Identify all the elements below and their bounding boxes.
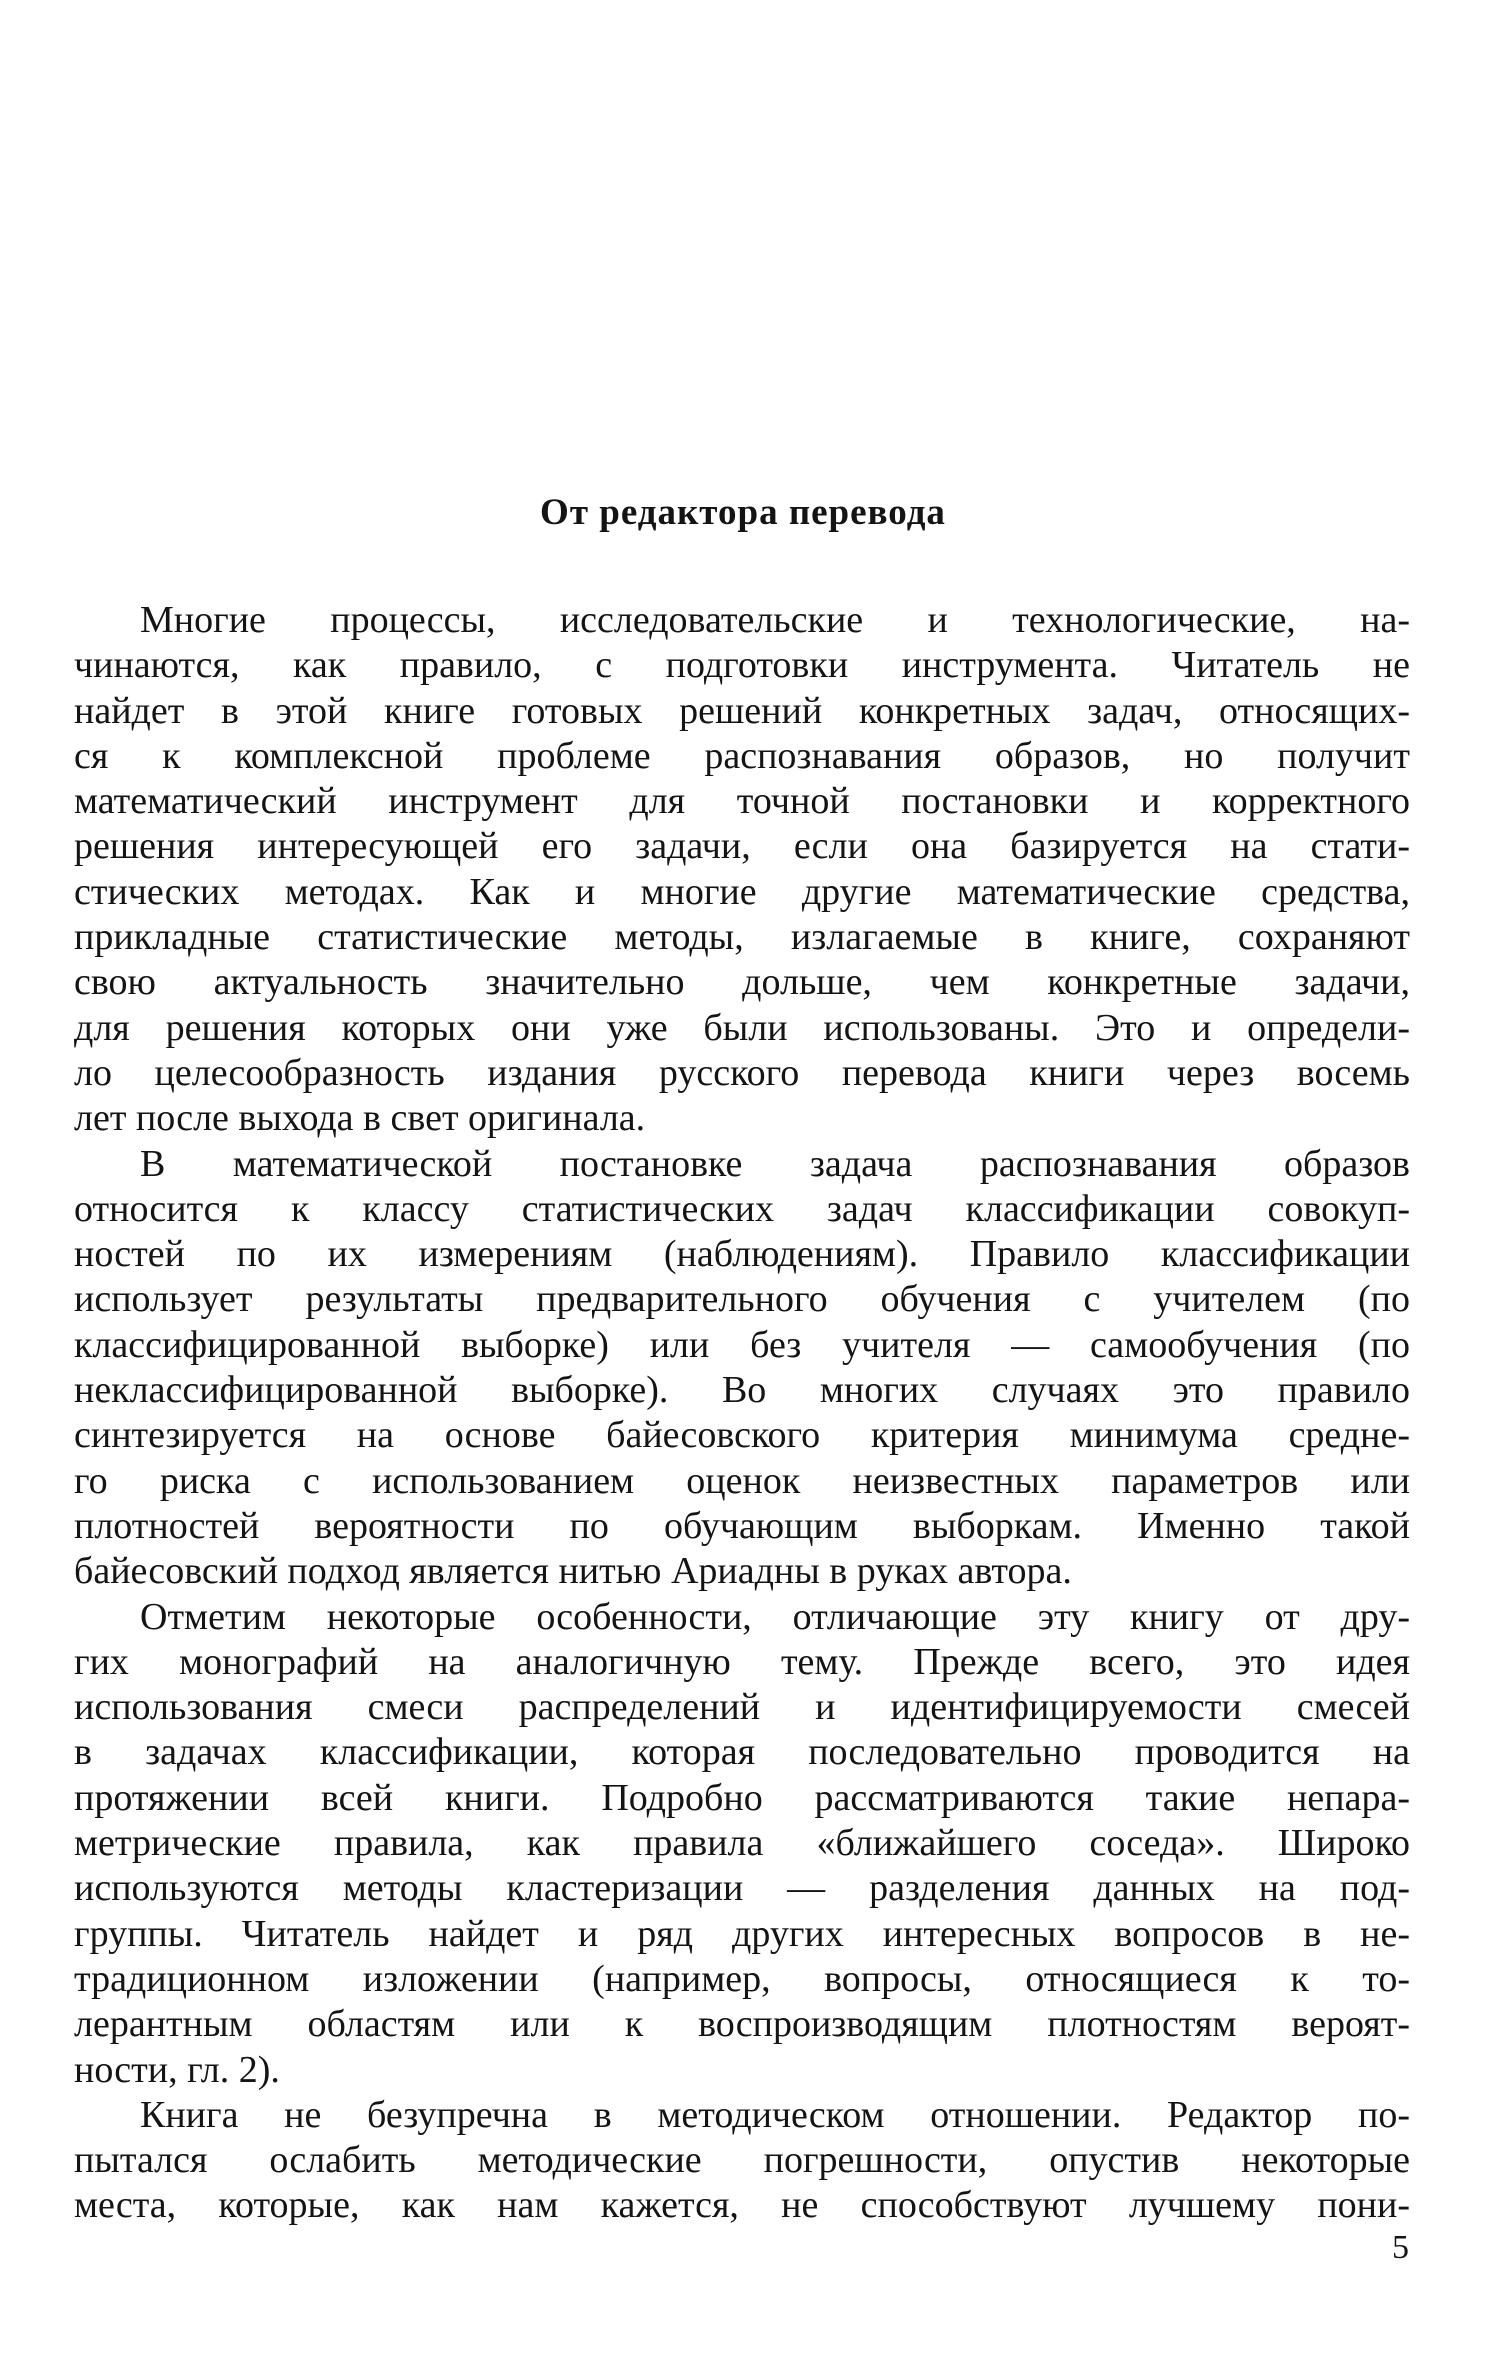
text-line: лет после выхода в свет оригинала. [74, 1097, 646, 1140]
text-line: решения интересующей его задачи, если она базируется на стати- [74, 825, 1410, 868]
text-line: чинаются, как правило, с подготовки инструмента. Читатель не [74, 644, 1410, 687]
text-line: Книга не безупречна в методическом отношении. Редактор по- [140, 2093, 1410, 2136]
text-line: стических методах. Как и многие другие математические средства, [74, 870, 1410, 913]
text-line: найдет в этой книге готовых решений конкретных задач, относящих- [74, 689, 1410, 732]
text-line: лерантным областям или к воспроизводящим плотностям вероят- [74, 2003, 1410, 2046]
paragraph [74, 2093, 1410, 2229]
paragraph [74, 1142, 1410, 1595]
text-line: метрические правила, как правила «ближайшего соседа». Широко [74, 1822, 1410, 1865]
text-line: использует результаты предварительного обучения с учителем (по [74, 1278, 1410, 1321]
text-line: свою актуальность значительно дольше, чем конкретные задачи, [74, 961, 1410, 1004]
paragraph [74, 598, 1410, 1142]
text-line: байесовский подход является нитью Ариадны в руках автора. [74, 1550, 1072, 1593]
text-line: относится к классу статистических задач классификации совокуп- [74, 1187, 1410, 1230]
text-line: В математической постановке задача распознавания образов [140, 1142, 1410, 1185]
text-line: гих монографий на аналогичную тему. Прежде всего, это идея [74, 1640, 1410, 1683]
text-line: использования смеси распределений и идентифицируемости смесей [74, 1686, 1410, 1729]
text-line: ся к комплексной проблеме распознавания образов, но получит [74, 734, 1410, 777]
text-line: для решения которых они уже были использованы. Это и определи- [74, 1006, 1410, 1049]
text-line: протяжении всей книги. Подробно рассматриваются такие непара- [74, 1776, 1410, 1819]
text-line: го риска с использованием оценок неизвестных параметров или [74, 1459, 1410, 1502]
text-line: синтезируется на основе байесовского критерия минимума средне- [74, 1414, 1410, 1457]
text-line: Отметим некоторые особенности, отличающие эту книгу от дру- [140, 1595, 1410, 1638]
text-line: пытался ослабить методические погрешности, опустив некоторые [74, 2139, 1410, 2182]
text-line: плотностей вероятности по обучающим выборкам. Именно такой [74, 1504, 1410, 1547]
text-line: ло целесообразность издания русского перевода книги через восемь [74, 1051, 1410, 1094]
body-text [74, 598, 1410, 2229]
text-line: неклассифицированной выборке). Во многих случаях это правило [74, 1369, 1410, 1412]
paragraph [74, 1595, 1410, 2093]
text-line: Многие процессы, исследовательские и технологические, на- [140, 599, 1410, 641]
text-line: используются методы кластеризации — разделения данных на под- [74, 1867, 1410, 1910]
text-line: классифицированной выборке) или без учителя — самообучения (по [74, 1323, 1410, 1366]
text-line: ности, гл. 2). [74, 2048, 280, 2091]
text-line: в задачах классификации, которая последовательно проводится на [74, 1731, 1410, 1774]
text-line: места, которые, как нам кажется, не способствуют лучшему пони- [74, 2184, 1410, 2227]
page-number: 5 [1392, 2229, 1409, 2266]
text-line: группы. Читатель найдет и ряд других интересных вопросов в не- [74, 1912, 1410, 1955]
text-line: ностей по их измерениям (наблюдениям). Правило классификации [74, 1233, 1410, 1276]
section-title: От редактора перевода [540, 492, 946, 533]
text-line: традиционном изложении (например, вопросы, относящиеся к то- [74, 1957, 1410, 2000]
text-line: прикладные статистические методы, излагаемые в книге, сохраняют [74, 916, 1410, 959]
text-line: математический инструмент для точной постановки и корректного [74, 780, 1410, 823]
